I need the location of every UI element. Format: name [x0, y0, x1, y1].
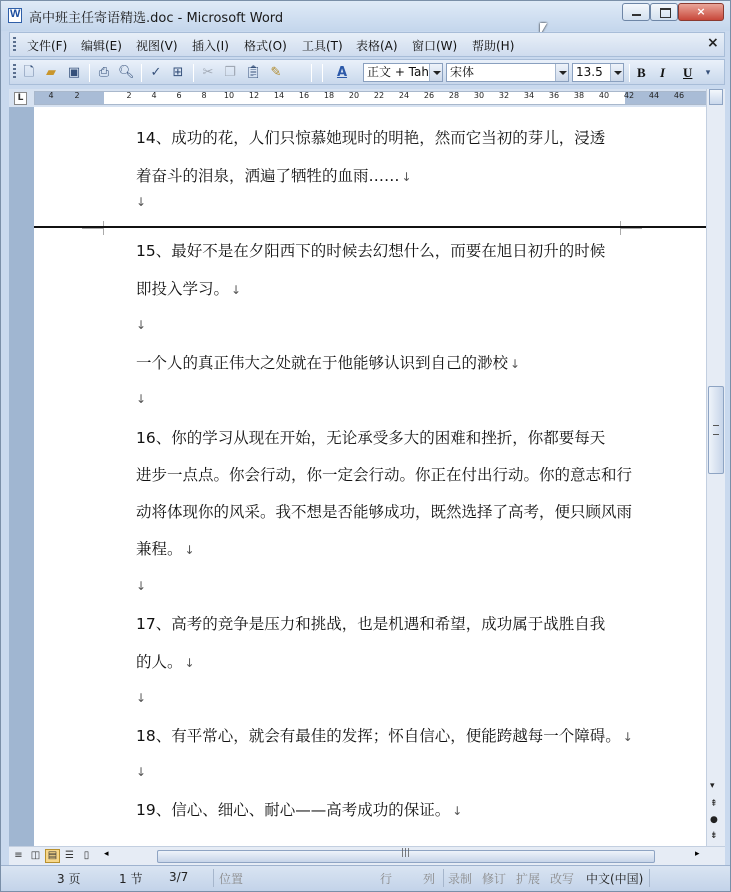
paragraph-line: 14、成功的花，人们只惊慕她现时的明艳，然而它当初的芽儿，浸透 [136, 129, 606, 147]
empty-paragraph-mark-icon: ↓ [136, 195, 147, 209]
ruler-tick: 46 [673, 91, 685, 100]
status-separator [443, 869, 444, 887]
italic-button[interactable]: I [660, 65, 666, 80]
horizontal-scrollbar[interactable] [9, 846, 725, 865]
status-track-changes[interactable]: 修订 [482, 872, 507, 886]
page-corner-mark [82, 228, 104, 235]
title-bar [1, 1, 730, 31]
toolbar-separator [629, 64, 630, 82]
print-layout-view-icon[interactable]: ▤ [45, 849, 60, 863]
paragraph-mark-icon: ↓ [401, 170, 412, 184]
horizontal-ruler[interactable] [9, 89, 725, 107]
ruler-tick: 10 [223, 91, 235, 100]
style-select[interactable] [363, 63, 443, 82]
ruler-tick: 4 [151, 91, 157, 100]
toolbar-separator [89, 64, 90, 82]
copy-icon[interactable]: ❐ [224, 65, 236, 80]
menu-edit[interactable]: 编辑(E) [81, 39, 122, 53]
ruler-tick: 34 [523, 91, 535, 100]
ruler-tick: 30 [473, 91, 485, 100]
ruler-tick: 44 [648, 91, 660, 100]
font-size-value: 13.5 [576, 65, 603, 79]
paragraph-line-text: 一个人的真正伟大之处就在于他能够认识到自己的渺校 [136, 354, 509, 372]
vertical-scroll-thumb[interactable] [708, 386, 724, 474]
print-preview-icon[interactable]: 🔍︎ [118, 65, 135, 80]
empty-paragraph-mark-icon: ↓ [136, 691, 147, 705]
paragraph-17[interactable] [104, 605, 624, 682]
previous-page-icon[interactable]: ⇞ [710, 799, 718, 809]
toolbar-separator [193, 64, 194, 82]
ruler-tick: 14 [273, 91, 285, 100]
ruler-tick: 12 [248, 91, 260, 100]
toolbar [9, 59, 725, 85]
ruler-right-margin [625, 92, 718, 104]
tab-selector[interactable]: L [14, 92, 27, 105]
ruler-tick: 6 [176, 91, 182, 100]
menu-help[interactable]: 帮助(H) [472, 39, 515, 53]
ruler-tick: 4 [48, 91, 54, 100]
paragraph-line-text: 即投入学习。 [136, 280, 230, 298]
menu-insert[interactable]: 插入(I) [192, 39, 229, 53]
print-icon[interactable]: ⎙ [98, 65, 110, 80]
minimize-button[interactable] [622, 3, 650, 21]
paragraph-line [104, 270, 624, 309]
font-select-value: 宋体 [450, 65, 475, 79]
menu-file[interactable]: 文件(F) [27, 39, 68, 53]
ruler-tick: 2 [74, 91, 80, 100]
ruler-tick: 36 [548, 91, 560, 100]
toolbar-grip-handle[interactable] [13, 64, 16, 80]
paragraph-line [104, 791, 624, 830]
empty-paragraph-mark-icon: ↓ [136, 579, 147, 593]
ruler-tick: 2 [126, 91, 132, 100]
ruler-tick: 38 [573, 91, 585, 100]
status-bar [1, 865, 730, 891]
chevron-down-icon[interactable] [429, 64, 442, 81]
toolbar-separator [311, 64, 312, 82]
open-folder-icon[interactable]: ▰ [46, 65, 56, 80]
paragraph-line: 进步一点点。你会行动，你一定会行动。你正在付出行动。你的意志和行 [136, 466, 633, 484]
spelling-icon[interactable]: ✓ [150, 65, 162, 80]
styles-and-formatting-icon[interactable]: A [336, 65, 348, 80]
style-select-value: 正文 + Tah [367, 65, 429, 79]
vertical-scrollbar[interactable] [706, 89, 725, 846]
underline-button[interactable]: U [683, 65, 693, 80]
ruler-tick: 24 [398, 91, 410, 100]
web-layout-view-icon[interactable]: ◫ [30, 850, 41, 861]
ruler-left-margin [35, 92, 104, 104]
horizontal-scroll-thumb[interactable] [157, 850, 655, 863]
status-extend-selection[interactable]: 扩展 [516, 872, 541, 886]
close-icon: × [696, 5, 706, 18]
new-document-icon[interactable]: 🗋 [23, 65, 35, 80]
empty-paragraph-mark-icon: ↓ [136, 392, 147, 406]
page-break-line [34, 226, 706, 228]
status-position: 位置 [219, 872, 244, 886]
paragraph-line [104, 344, 624, 383]
font-size-select[interactable] [572, 63, 624, 82]
status-record-macro[interactable]: 录制 [448, 872, 473, 886]
ruler-tick: 32 [498, 91, 510, 100]
paragraph-line-text: 18、有平常心，就会有最佳的发挥；怀自信心，便能跨越每一个障碍。 [136, 727, 621, 745]
paragraph-mark-icon: ↓ [622, 730, 633, 744]
paragraph-line [104, 643, 624, 682]
status-separator [649, 869, 650, 887]
close-window-button[interactable] [678, 3, 724, 21]
menu-grip-handle[interactable] [13, 37, 16, 53]
paragraph-line-text: 19、信心、细心、耐心——高考成功的保证。 [136, 801, 451, 819]
ruler-tick: 16 [298, 91, 310, 100]
paste-icon[interactable]: 📋︎ [245, 65, 262, 80]
font-select[interactable] [446, 63, 569, 82]
menu-view[interactable]: 视图(V) [136, 39, 178, 53]
menu-table[interactable]: 表格(A) [356, 39, 398, 53]
paragraph-quote[interactable] [104, 344, 624, 383]
empty-paragraph-mark-icon: ↓ [136, 765, 147, 779]
ruler-tick: 18 [323, 91, 335, 100]
chevron-down-icon[interactable] [555, 64, 568, 81]
scroll-right-arrow-icon[interactable]: ▸ [695, 849, 700, 859]
status-page: 3 页 [57, 872, 81, 886]
status-section: 1 节 [119, 872, 143, 886]
ruler-tick: 26 [423, 91, 435, 100]
scroll-down-arrow-icon[interactable]: ▾ [710, 781, 715, 791]
paragraph-line-text: 着奋斗的泪泉，洒遍了牺牲的血雨…… [136, 167, 400, 185]
paragraph-mark-icon: ↓ [452, 804, 463, 818]
status-language[interactable]: 中文(中国) [586, 872, 644, 886]
split-window-handle[interactable] [709, 89, 723, 105]
word-app-icon[interactable] [8, 8, 22, 23]
next-page-icon[interactable]: ⇟ [710, 831, 718, 841]
paragraph-16[interactable] [104, 420, 633, 569]
normal-view-icon[interactable]: ≡ [14, 850, 23, 861]
paragraph-18[interactable] [104, 717, 633, 756]
document-area[interactable] [9, 107, 706, 846]
ruler-tick: 42 [623, 91, 635, 100]
ruler-tick: 28 [448, 91, 460, 100]
save-icon[interactable]: ▣ [67, 65, 81, 80]
menu-bar [9, 32, 725, 57]
chevron-down-icon[interactable] [610, 64, 623, 81]
paragraph-line-text: 兼程。 [136, 540, 183, 558]
paragraph-line [104, 157, 624, 196]
paragraph-line: 17、高考的竞争是压力和挑战，也是机遇和希望，成功属于战胜自我 [136, 615, 606, 633]
paragraph-19[interactable] [104, 791, 624, 830]
paragraph-line-text: 的人。 [136, 653, 183, 671]
ruler-tick: 22 [373, 91, 385, 100]
paragraph-14[interactable] [104, 119, 624, 196]
toolbar-separator [322, 64, 323, 82]
status-page-of: 3/7 [169, 870, 189, 884]
paragraph-mark-icon: ↓ [510, 357, 521, 371]
maximize-button[interactable] [650, 3, 678, 21]
paragraph-line: 动将体现你的风采。我不想是否能够成功，既然选择了高考，便只顾风雨 [136, 503, 633, 521]
toolbar-separator [141, 64, 142, 82]
menu-tools[interactable]: 工具(T) [302, 39, 343, 53]
format-painter-icon[interactable]: ✎ [270, 65, 282, 80]
ruler-tick: 40 [598, 91, 610, 100]
empty-paragraph-mark-icon: ↓ [136, 318, 147, 332]
paragraph-line [104, 531, 624, 569]
reading-layout-view-icon[interactable]: ▯ [83, 850, 90, 861]
status-overtype[interactable]: 改写 [550, 872, 575, 886]
paragraph-mark-icon: ↓ [184, 656, 195, 670]
toolbar-options-chevron-icon[interactable]: ▾ [705, 68, 711, 78]
cut-icon[interactable]: ✂ [202, 65, 214, 80]
paragraph-mark-icon: ↓ [231, 283, 242, 297]
paragraph-15[interactable] [104, 232, 624, 309]
window-title: 高中班主任寄语精选.doc - Microsoft Word [29, 11, 284, 26]
ruler-tick: 8 [201, 91, 207, 100]
select-browse-object-icon[interactable]: ● [710, 815, 718, 825]
paragraph-line: 16、你的学习从现在开始，无论承受多大的困难和挫折，你都要每天 [136, 429, 606, 447]
research-icon[interactable]: ⊞ [172, 65, 184, 80]
menu-format[interactable]: 格式(O) [244, 39, 287, 53]
status-line: 行 [380, 872, 393, 886]
status-separator [213, 869, 214, 887]
outline-view-icon[interactable]: ☰ [65, 850, 74, 861]
paragraph-line: 15、最好不是在夕阳西下的时候去幻想什么，而要在旭日初升的时候 [136, 242, 606, 260]
scroll-left-arrow-icon[interactable]: ◂ [104, 849, 109, 859]
close-document-icon[interactable]: × [707, 35, 719, 51]
status-column: 列 [423, 872, 436, 886]
menu-window[interactable]: 窗口(W) [412, 39, 458, 53]
document-page[interactable] [34, 107, 706, 846]
paragraph-mark-icon: ↓ [184, 543, 195, 557]
ruler-tick: 20 [348, 91, 360, 100]
bold-button[interactable]: B [637, 65, 646, 80]
paragraph-line [104, 717, 633, 756]
